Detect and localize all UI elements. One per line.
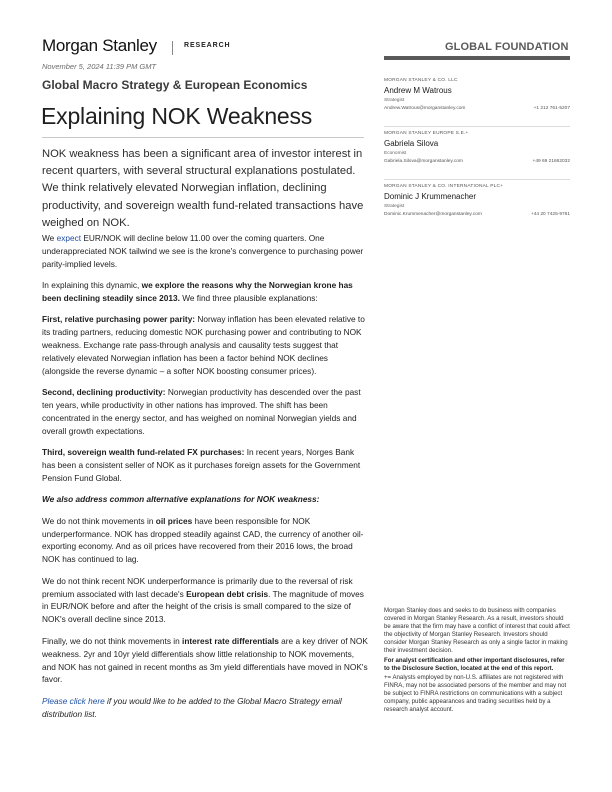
paragraph-productivity — [42, 386, 368, 438]
p6-bold-italic: We also address common alternative explanations for NOK weakness: — [42, 494, 320, 505]
morgan-stanley-logo: Morgan Stanley — [42, 36, 157, 55]
analyst-name: Gabriela Silova — [384, 139, 439, 148]
analyst-card — [384, 131, 570, 179]
header-rule — [384, 56, 570, 60]
p5-text: In recent years, Norges Bank has been a consistent seller of NOK as it purchases foreign assets for the Government Pension Fund Global. — [42, 447, 361, 484]
p9-text-post: are a key driver of NOK weakness. 2yr and 10yr yield differentials show little relationship to NOK movements, and NOK has not gained in recent months as 3m yield differentials have moved in NOK's favor. — [42, 635, 368, 685]
global-foundation-label: GLOBAL FOUNDATION — [445, 41, 569, 53]
paragraph-rates — [42, 635, 368, 687]
paragraph-ppp — [42, 313, 368, 378]
analyst-role: Economist — [384, 151, 407, 156]
analyst-phone: +1 212 761-5207 — [533, 106, 570, 111]
disclaimer-certification: For analyst certification and other important disclosures, refer to the Disclosure Section, located at the end of this report. — [384, 656, 565, 672]
analyst-divider — [384, 126, 570, 127]
p9-bold: interest rate differentials — [182, 635, 279, 646]
analyst-phone: +44 20 7425-9761 — [530, 212, 570, 217]
article-body — [42, 232, 368, 729]
p4-text: Norwegian productivity has descended over the past ten years, while productivity in other nations has improved. The shift has been concentrated in the energy sector, and has weighed on nominal Norwegian yields and overall growth expectations. — [42, 387, 361, 436]
analyst-firm: MORGAN STANLEY & CO. LLC — [384, 78, 458, 83]
paragraph-swf — [42, 446, 368, 485]
analyst-sidebar — [384, 78, 570, 232]
p8-text: We do not think recent NOK underperformance is primarily due to the reversal of risk premium associated with last decade's — [42, 575, 353, 599]
paragraph-alternatives-heading — [42, 493, 368, 506]
analyst-card — [384, 78, 570, 126]
publish-datetime: November 5, 2024 11:39 PM GMT — [42, 62, 157, 71]
distribution-link[interactable]: Please click here — [42, 695, 105, 706]
p1-text-post: EUR/NOK will decline below 11.00 over the coming quarters. One underappreciated NOK tailwind we see is the krone's convergence to purchasing power parity-implied levels. — [42, 233, 364, 269]
analyst-card — [384, 184, 570, 232]
analyst-firm: MORGAN STANLEY EUROPE S.E.+ — [384, 131, 469, 136]
report-subtitle: Global Macro Strategy & European Economics — [42, 78, 308, 92]
analyst-role: Strategist — [384, 98, 405, 103]
analyst-email[interactable]: Dominic.Krummenacher@morganstanley.com — [384, 212, 482, 217]
paragraph-expectation — [42, 232, 368, 271]
analyst-phone: +49 69 21662032 — [532, 159, 570, 164]
title-rule — [42, 137, 364, 138]
p7-text-post: have been responsible for NOK underperformance. NOK has dropped steadily against CAD, the currency of another oil-exporting economy. And as oil prices have recovered from their 2016 lows, the broad NOK has continued to lag. — [42, 515, 364, 565]
analyst-divider — [384, 179, 570, 180]
p2-text-post: We find three plausible explanations: — [179, 293, 318, 304]
paragraph-explaining — [42, 279, 368, 305]
disclaimer-conflict: Morgan Stanley does and seeks to do business with companies covered in Morgan Stanley Research. As a result, investors should be aware that the firm may have a conflict of interest that could affect the objectivity of Morgan Stanley Research. Investors should consider Morgan Stanley Research as only a single factor in making their investment decision. — [384, 607, 570, 655]
p2-text: In explaining this dynamic, — [42, 280, 142, 291]
p3-bold: First, relative purchasing power parity: — [42, 314, 196, 325]
p8-text-post: . The magnitude of moves in EUR/NOK before and after the height of the crisis is small compared to the size of NOK's overall decline since 2013. — [42, 588, 364, 625]
report-title: Explaining NOK Weakness — [41, 103, 313, 129]
p7-bold: oil prices — [155, 515, 193, 526]
p3-text: Norway inflation has been elevated relative to its trading partners, reducing domestic NOK purchasing power and contributing to NOK weakness. Exchange rate pass-through analysis and causality tests suggest that relatively elevated Norwegian inflation has been a factor behind NOK declines (alongside the reverse dynamic – a softer NOK boosting consumer prices). — [42, 314, 365, 376]
paragraph-oil — [42, 515, 368, 567]
p5-bold: Third, sovereign wealth fund-related FX purchases: — [42, 447, 245, 458]
expect-link[interactable]: expect — [56, 233, 82, 243]
paragraph-debt-crisis — [42, 575, 368, 627]
logo-divider — [172, 41, 173, 55]
p10-text: if you would like to be added to the Global Macro Strategy email distribution list. — [42, 695, 342, 719]
research-label: RESEARCH — [184, 42, 231, 49]
analyst-role: Strategist — [384, 204, 405, 209]
p8-bold: European debt crisis — [186, 588, 269, 599]
analyst-email[interactable]: Gabriela.Silova@morganstanley.com — [384, 159, 463, 164]
analyst-firm: MORGAN STANLEY & CO. INTERNATIONAL PLC+ — [384, 184, 504, 189]
p4-bold: Second, declining productivity: — [42, 387, 166, 398]
p7-text: We do not think movements in — [42, 515, 156, 526]
disclaimer-box — [384, 607, 570, 715]
disclaimer-finra: += Analysts employed by non-U.S. affiliates are not registered with FINRA, may not be associated persons of the member and may not be subject to FINRA restrictions on communications with a subject company, public appearances and trading securities held by a research analyst account. — [384, 673, 567, 714]
analyst-email[interactable]: Andrew.Watrous@morganstanley.com — [384, 106, 466, 111]
p9-text: Finally, we do not think movements in — [42, 635, 183, 646]
analyst-name: Dominic J Krummenacher — [384, 192, 477, 201]
lead-paragraph: NOK weakness has been a significant area of investor interest in recent quarters, with several structural explanations postulated. We think relatively elevated Norwegian inflation, declining productivity, and sovereign wealth fund-related transactions have weighed on NOK. — [42, 148, 364, 229]
p1-text: We — [42, 233, 57, 243]
paragraph-distribution — [42, 695, 368, 721]
p2-bold: we explore the reasons why the Norwegian krone has been declining steadily since 2013. — [42, 280, 353, 304]
analyst-name: Andrew M Watrous — [384, 86, 452, 95]
